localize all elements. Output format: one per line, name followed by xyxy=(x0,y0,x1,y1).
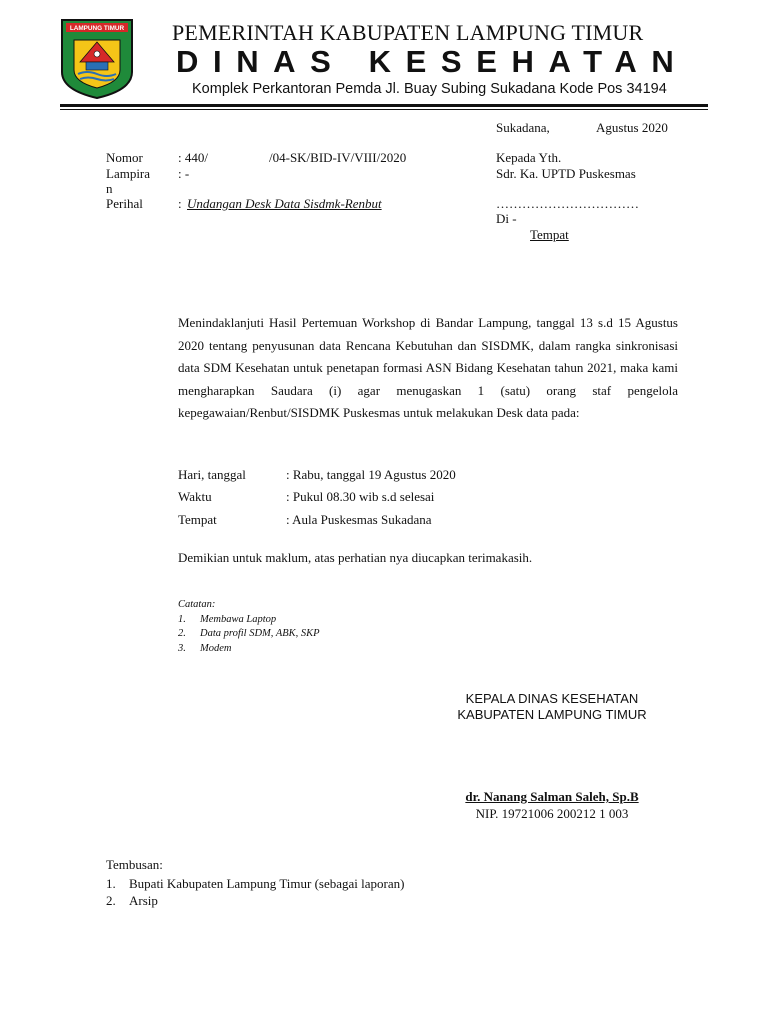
notes-title: Catatan: xyxy=(178,599,216,610)
header-rule-thin xyxy=(60,109,708,110)
schedule-label-place: Tempat xyxy=(178,512,217,527)
letter-body: Menindaklanjuti Hasil Pertemuan Workshop di Bandar Lampung, tanggal 13 s.d 15 Agustus 2020 tentang penyusunan data Rencana Kebutuhan dan SISDMK, dalam rangka sinkronisasi data SDM Kesehatan untuk penetapan formasi ASN Bidang Kesehatan tahun 2021, maka kami mengharapkan Saudara (i) agar menugaskan 1 (satu) orang staf pengelola kepegawaian/Renbut/SISDMK Puskesmas untuk melakukan Desk data pada: xyxy=(178,315,678,420)
field-sep-nomor: : 440/ xyxy=(178,150,208,165)
signature-name: dr. Nanang Salman Saleh, Sp.B xyxy=(465,789,639,804)
signature-nip: NIP. 19721006 200212 1 003 xyxy=(475,806,629,821)
notes-item-3: Modem xyxy=(200,643,232,654)
closing-sentence: Demikian untuk maklum, atas perhatian nya diucapkan terimakasih. xyxy=(178,550,533,565)
header-address: Komplek Perkantoran Pemda Jl. Buay Subing Sukadana Kode Pos 34194 xyxy=(192,81,667,97)
notes-item-1: Membawa Laptop xyxy=(200,614,277,625)
header-agency: DINAS KESEHATAN xyxy=(176,44,689,79)
cc-item-1: Bupati Kabupaten Lampung Timur (sebagai laporan) xyxy=(129,876,405,891)
field-label-perihal: Perihal xyxy=(106,196,143,211)
field-sep-lampiran: : - xyxy=(178,166,190,181)
header-government: PEMERINTAH KABUPATEN LAMPUNG TIMUR xyxy=(172,20,644,45)
schedule-value-time: : Pukul 08.30 wib s.d selesai xyxy=(286,489,435,504)
schedule-value-day: : Rabu, tanggal 19 Agustus 2020 xyxy=(286,467,456,482)
recipient-di: Di - xyxy=(496,211,517,226)
field-label-lampiran-wrap: n xyxy=(106,181,113,196)
cc-title: Tembusan: xyxy=(106,857,163,872)
field-sep-perihal: : xyxy=(178,196,182,211)
signature-title-2: KABUPATEN LAMPUNG TIMUR xyxy=(457,707,647,722)
letter-date: Agustus 2020 xyxy=(596,120,668,135)
lampung-timur-emblem xyxy=(60,18,134,100)
signature-title-1: KEPALA DINAS KESEHATAN xyxy=(465,691,639,706)
notes-num-2: 2. xyxy=(178,628,186,639)
recipient-salutation: Kepada Yth. xyxy=(496,150,562,165)
schedule-label-day: Hari, tanggal xyxy=(178,467,246,482)
notes-item-2: Data profil SDM, ABK, SKP xyxy=(200,628,320,639)
field-value-perihal: Undangan Desk Data Sisdmk-Renbut xyxy=(187,196,382,211)
cc-item-2: Arsip xyxy=(129,893,158,908)
schedule-value-place: : Aula Puskesmas Sukadana xyxy=(286,512,432,527)
field-value-nomor: /04-SK/BID-IV/VIII/2020 xyxy=(269,150,407,165)
recipient-name: Sdr. Ka. UPTD Puskesmas xyxy=(496,166,636,181)
logo-text: LAMPUNG TIMUR xyxy=(69,25,125,33)
recipient-dots: …………………………… xyxy=(496,196,639,211)
field-label-lampiran: Lampira xyxy=(106,166,151,181)
cc-num-1: 1. xyxy=(106,876,116,891)
notes-num-1: 1. xyxy=(178,614,186,625)
field-label-nomor: Nomor xyxy=(106,150,143,165)
header-rule-thick xyxy=(60,104,708,107)
schedule-label-time: Waktu xyxy=(178,489,212,504)
notes-num-3: 3. xyxy=(178,643,186,654)
recipient-tempat: Tempat xyxy=(530,227,569,242)
cc-num-2: 2. xyxy=(106,893,116,908)
letter-place: Sukadana, xyxy=(496,120,550,135)
